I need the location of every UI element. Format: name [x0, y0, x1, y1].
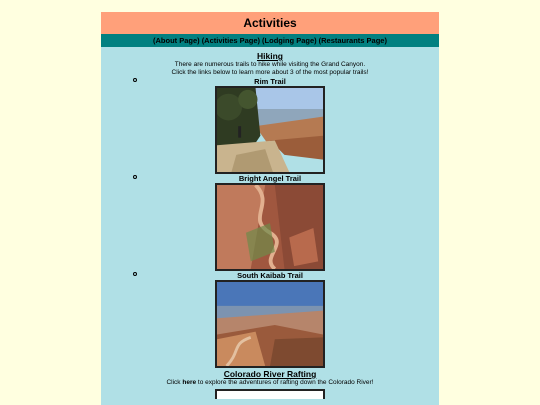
bullet-icon	[133, 272, 137, 276]
main-content	[101, 47, 439, 399]
hiking-intro-line-2: Click the links below to learn more about 3 of the most popular trails!	[171, 69, 369, 76]
rafting-heading: Colorado River Rafting	[223, 369, 317, 379]
trail-list-item	[101, 174, 439, 271]
hiking-intro-line-1: There are numerous trails to hike while visiting the Grand Canyon.	[174, 61, 366, 68]
page-container	[101, 12, 439, 405]
trail-name-rim: Rim Trail	[254, 77, 286, 86]
nav-link-activities[interactable]: (Activities Page)	[201, 36, 261, 45]
bullet-icon	[133, 175, 137, 179]
rafting-photo[interactable]	[215, 389, 325, 399]
nav-bar	[101, 34, 439, 47]
rim-trail-image	[217, 88, 323, 172]
nav-link-lodging[interactable]: (Lodging Page)	[262, 36, 317, 45]
rafting-text	[101, 379, 439, 387]
south-kaibab-trail-image	[217, 282, 323, 366]
rafting-here-link[interactable]: here	[182, 379, 197, 386]
rafting-text-before: Click	[166, 379, 183, 386]
trail-name-south-kaibab: South Kaibab Trail	[237, 271, 303, 280]
trail-list-item	[101, 271, 439, 368]
nav-link-restaurants[interactable]: (Restaurants Page)	[318, 36, 387, 45]
bright-angel-trail-image	[217, 185, 323, 269]
page-header	[101, 12, 439, 34]
rafting-text-after: to explore the adventures of rafting down the Colorado River!	[196, 379, 374, 386]
south-kaibab-trail-photo[interactable]	[215, 280, 325, 368]
hiking-heading: Hiking	[257, 51, 283, 61]
trail-list-item	[101, 77, 439, 174]
bright-angel-trail-photo[interactable]	[215, 183, 325, 271]
trail-name-bright-angel: Bright Angel Trail	[238, 174, 302, 183]
rim-trail-photo[interactable]	[215, 86, 325, 174]
nav-link-about[interactable]: (About Page)	[153, 36, 200, 45]
page-title: Activities	[243, 16, 297, 30]
bullet-icon	[133, 78, 137, 82]
